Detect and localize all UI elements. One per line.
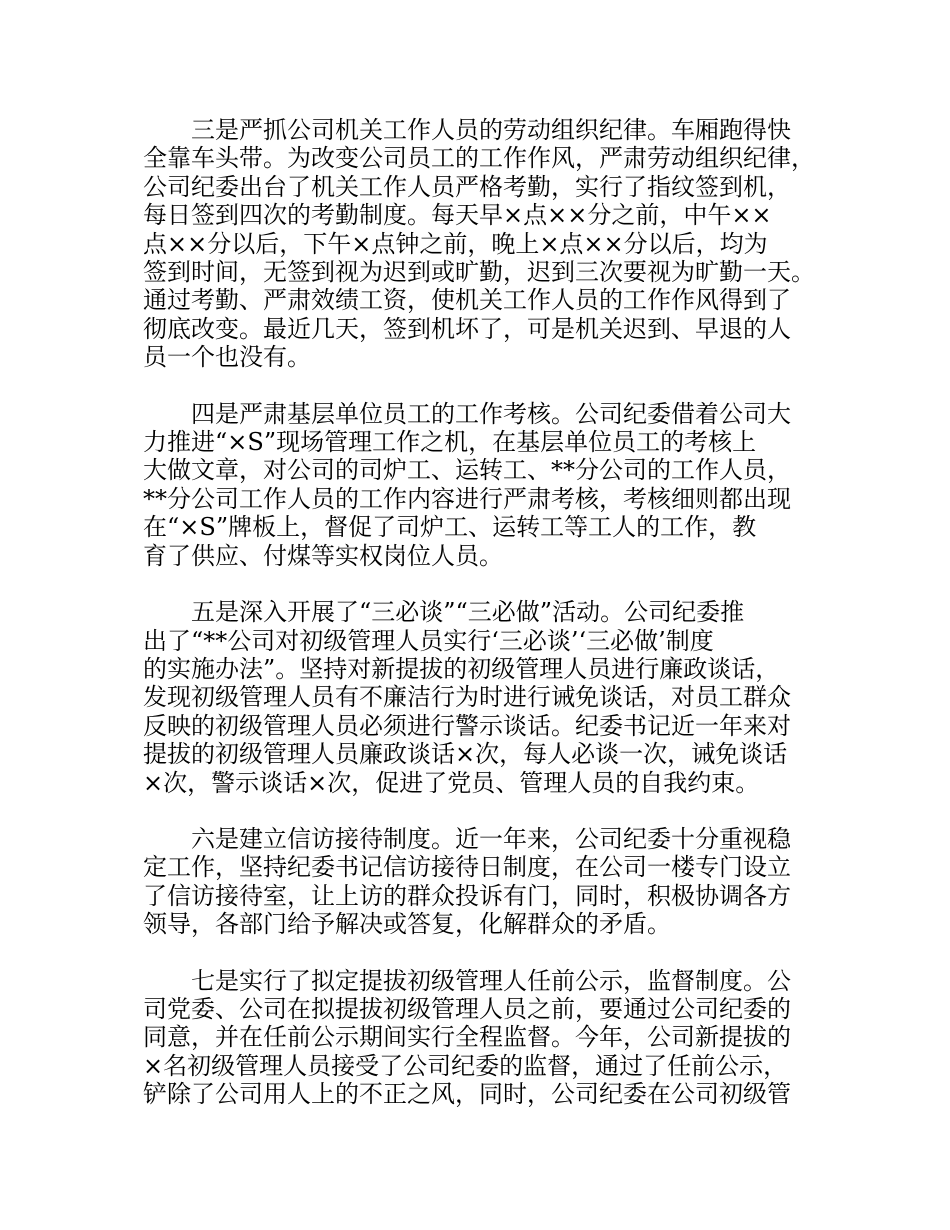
text-line: 发现初级管理人员有不廉洁行为时进行诫免谈话，对员工群众 <box>143 683 791 712</box>
text-line: 彻底改变。最近几天，签到机坏了，可是机关迟到、早退的人 <box>143 314 791 343</box>
text-line: 铲除了公司用人上的不正之风，同时，公司纪委在公司初级管 <box>143 1080 791 1109</box>
text-line: ×名初级管理人员接受了公司纪委的监督，通过了任前公示， <box>143 1051 788 1080</box>
text-line: **分公司工作人员的工作内容进行严肃考核，考核细则都出现 <box>143 484 791 513</box>
text-line: 三是严抓公司机关工作人员的劳动组织纪律。车厢跑得快 <box>191 116 791 144</box>
text-line: 签到时间，无签到视为迟到或旷勤，迟到三次要视为旷勤一天。 <box>143 258 815 287</box>
text-line: 在“×S”牌板上，督促了司炉工、运转工等工人的工作，教 <box>143 513 757 542</box>
paragraph-3 <box>143 116 823 372</box>
text-line: 大做文章，对公司的司炉工、运转工、**分公司的工作人员， <box>143 456 791 485</box>
text-line: 通过考勤、严肃效绩工资，使机关工作人员的工作作风得到了 <box>143 286 791 315</box>
text-line: 力推进“×S”现场管理工作之机，在基层单位员工的考核上 <box>143 428 757 457</box>
text-line: 反映的初级管理人员必须进行警示谈话。纪委书记近一年来对 <box>143 711 791 740</box>
text-line: 点××分以后，下午×点钟之前，晚上×点××分以后，均为 <box>143 229 768 258</box>
text-line: 领导，各部门给予解决或答复，化解群众的矛盾。 <box>143 910 671 939</box>
paragraph-6 <box>143 825 823 939</box>
text-line: 六是建立信访接待制度。近一年来，公司纪委十分重视稳 <box>191 824 791 853</box>
document-body <box>143 116 823 1137</box>
text-line: 出了“**公司对初级管理人员实行‘三必谈’‘三必做’制度 <box>143 626 714 655</box>
text-line: 司党委、公司在拟提拔初级管理人员之前，要通过公司纪委的 <box>143 994 791 1023</box>
text-line: ×次，警示谈话×次，促进了党员、管理人员的自我约束。 <box>143 768 760 797</box>
text-line: 七是实行了拟定提拔初级管理人任前公示，监督制度。公 <box>191 966 791 995</box>
text-line: 五是深入开展了“三必谈”“三必做”活动。公司纪委推 <box>191 598 745 627</box>
text-line: 全靠车头带。为改变公司员工的工作作风，严肃劳动组织纪律， <box>143 144 815 173</box>
text-line: 每日签到四次的考勤制度。每天早×点××分之前，中午×× <box>143 201 772 230</box>
text-line: 定工作，坚持纪委书记信访接待日制度，在公司一楼专门设立 <box>143 853 791 882</box>
text-line: 同意，并在任前公示期间实行全程监督。今年，公司新提拔的 <box>143 1023 791 1052</box>
text-line: 的实施办法”。坚持对新提拔的初级管理人员进行廉政谈话， <box>143 654 780 683</box>
text-line: 提拔的初级管理人员廉政谈话×次，每人必谈一次，诫免谈话 <box>143 740 788 769</box>
text-line: 了信访接待室，让上访的群众投诉有门，同时，积极协调各方 <box>143 881 791 910</box>
text-line: 公司纪委出台了机关工作人员严格考勤，实行了指纹签到机， <box>143 172 791 201</box>
paragraph-4 <box>143 400 823 570</box>
text-line: 四是严肃基层单位员工的工作考核。公司纪委借着公司大 <box>191 399 791 428</box>
text-line: 育了供应、付煤等实权岗位人员。 <box>143 541 503 570</box>
paragraph-5 <box>143 598 823 797</box>
paragraph-7 <box>143 967 823 1109</box>
text-line: 员一个也没有。 <box>143 343 311 372</box>
